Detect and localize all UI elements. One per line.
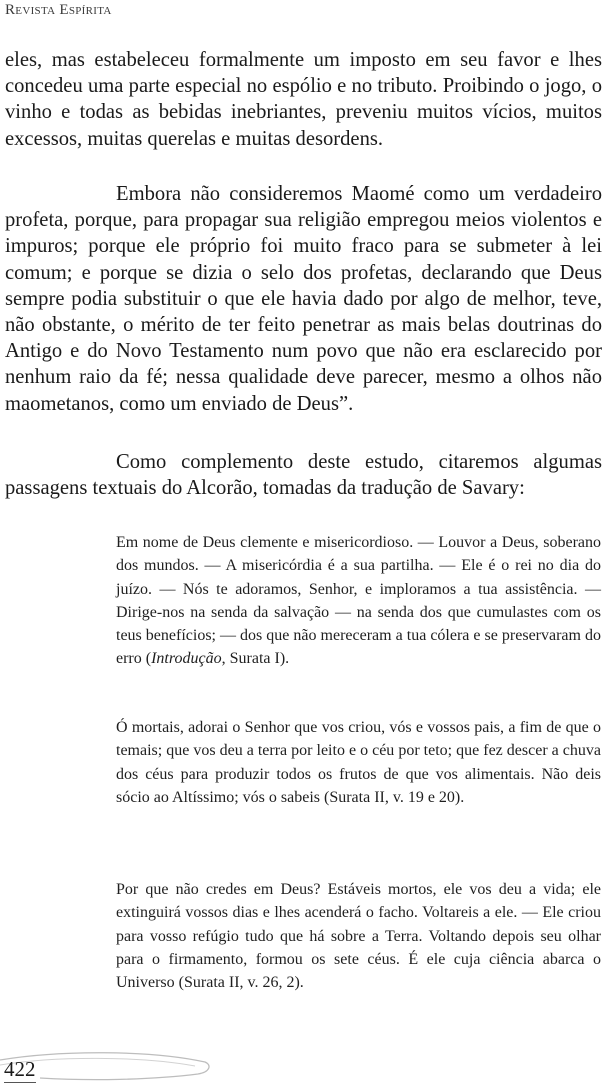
quote-text bbox=[116, 531, 601, 671]
body-paragraph-3 bbox=[5, 449, 602, 501]
paragraph-text: Como complemento deste estudo, citaremos algumas passagens textuais do Alcorão, tomadas da tradução de Savary: bbox=[5, 451, 602, 500]
body-paragraph-2 bbox=[5, 181, 602, 417]
quote-text-part: Em nome de Deus clemente e misericordioso. — Louvor a Deus, soberano dos mundos. — A misericórdia é a sua partilha. — Ele é o rei no dia do juízo. — Nós te adoramos, Senhor, e imploramos a tua assistência. — Dirige-nos na senda da salvação — na senda dos que cumulastes com os teus benefícios; — dos que não mereceram a tua cólera e se preservaram do erro ( bbox=[116, 534, 601, 668]
running-header: Revista Espírita bbox=[5, 2, 112, 18]
quote-block-3 bbox=[116, 878, 601, 994]
quote-italic-title: Introdução bbox=[151, 650, 222, 668]
quote-text-part: , Surata I). bbox=[221, 650, 290, 668]
quote-block-1 bbox=[116, 531, 601, 671]
page-footer bbox=[0, 1048, 607, 1088]
quote-block-2 bbox=[116, 716, 601, 809]
paragraph-text: Embora não consideremos Maomé como um verdadeiro profeta, porque, para propagar sua religião empregou meios violentos e impuros; porque ele próprio foi muito fraco para se submeter à lei comum; e porque se dizia o selo dos profetas, declarando que Deus sempre podia substituir o que ele havia dado por algo de melhor, teve, não obstante, o mérito de ter feito penetrar as mais belas doutrinas do Antigo e do Novo Testamento num povo que não era esclarecido por nenhum raio da fé; nessa qualidade deve parecer, mesmo a olhos não maometanos, como um enviado de Deus”. bbox=[5, 183, 602, 415]
body-paragraph-1 bbox=[5, 47, 602, 152]
paragraph-text: eles, mas estabeleceu formalmente um imposto em seu favor e lhes concedeu uma parte especial no espólio e no tributo. Proibindo o jogo, o vinho e todas as bebidas inebriantes, preveniu muitos vícios, muitos excessos, muitas querelas e muitas desordens. bbox=[5, 49, 602, 150]
page-number: 422 bbox=[4, 1057, 36, 1081]
quote-text: Por que não credes em Deus? Estáveis mortos, ele vos deu a vida; ele extinguirá vossos dias e lhes acenderá o facho. Voltareis a ele. — Ele criou para vosso refúgio tudo que há sobre a Terra. Voltando depois seu olhar para o firmamento, formou os sete céus. É ele cuja ciência abarca o Universo (Surata II, v. 26, 2). bbox=[116, 881, 601, 992]
quote-text: Ó mortais, adorai o Senhor que vos criou, vós e vossos pais, a fim de que o temais; que vos deu a terra por leito e o céu por teto; que fez descer a chuva dos céus para produzir todos os frutos de que vos alimentais. Não deis sócio ao Altíssimo; vós o sabeis (Surata II, v. 19 e 20). bbox=[116, 719, 601, 806]
